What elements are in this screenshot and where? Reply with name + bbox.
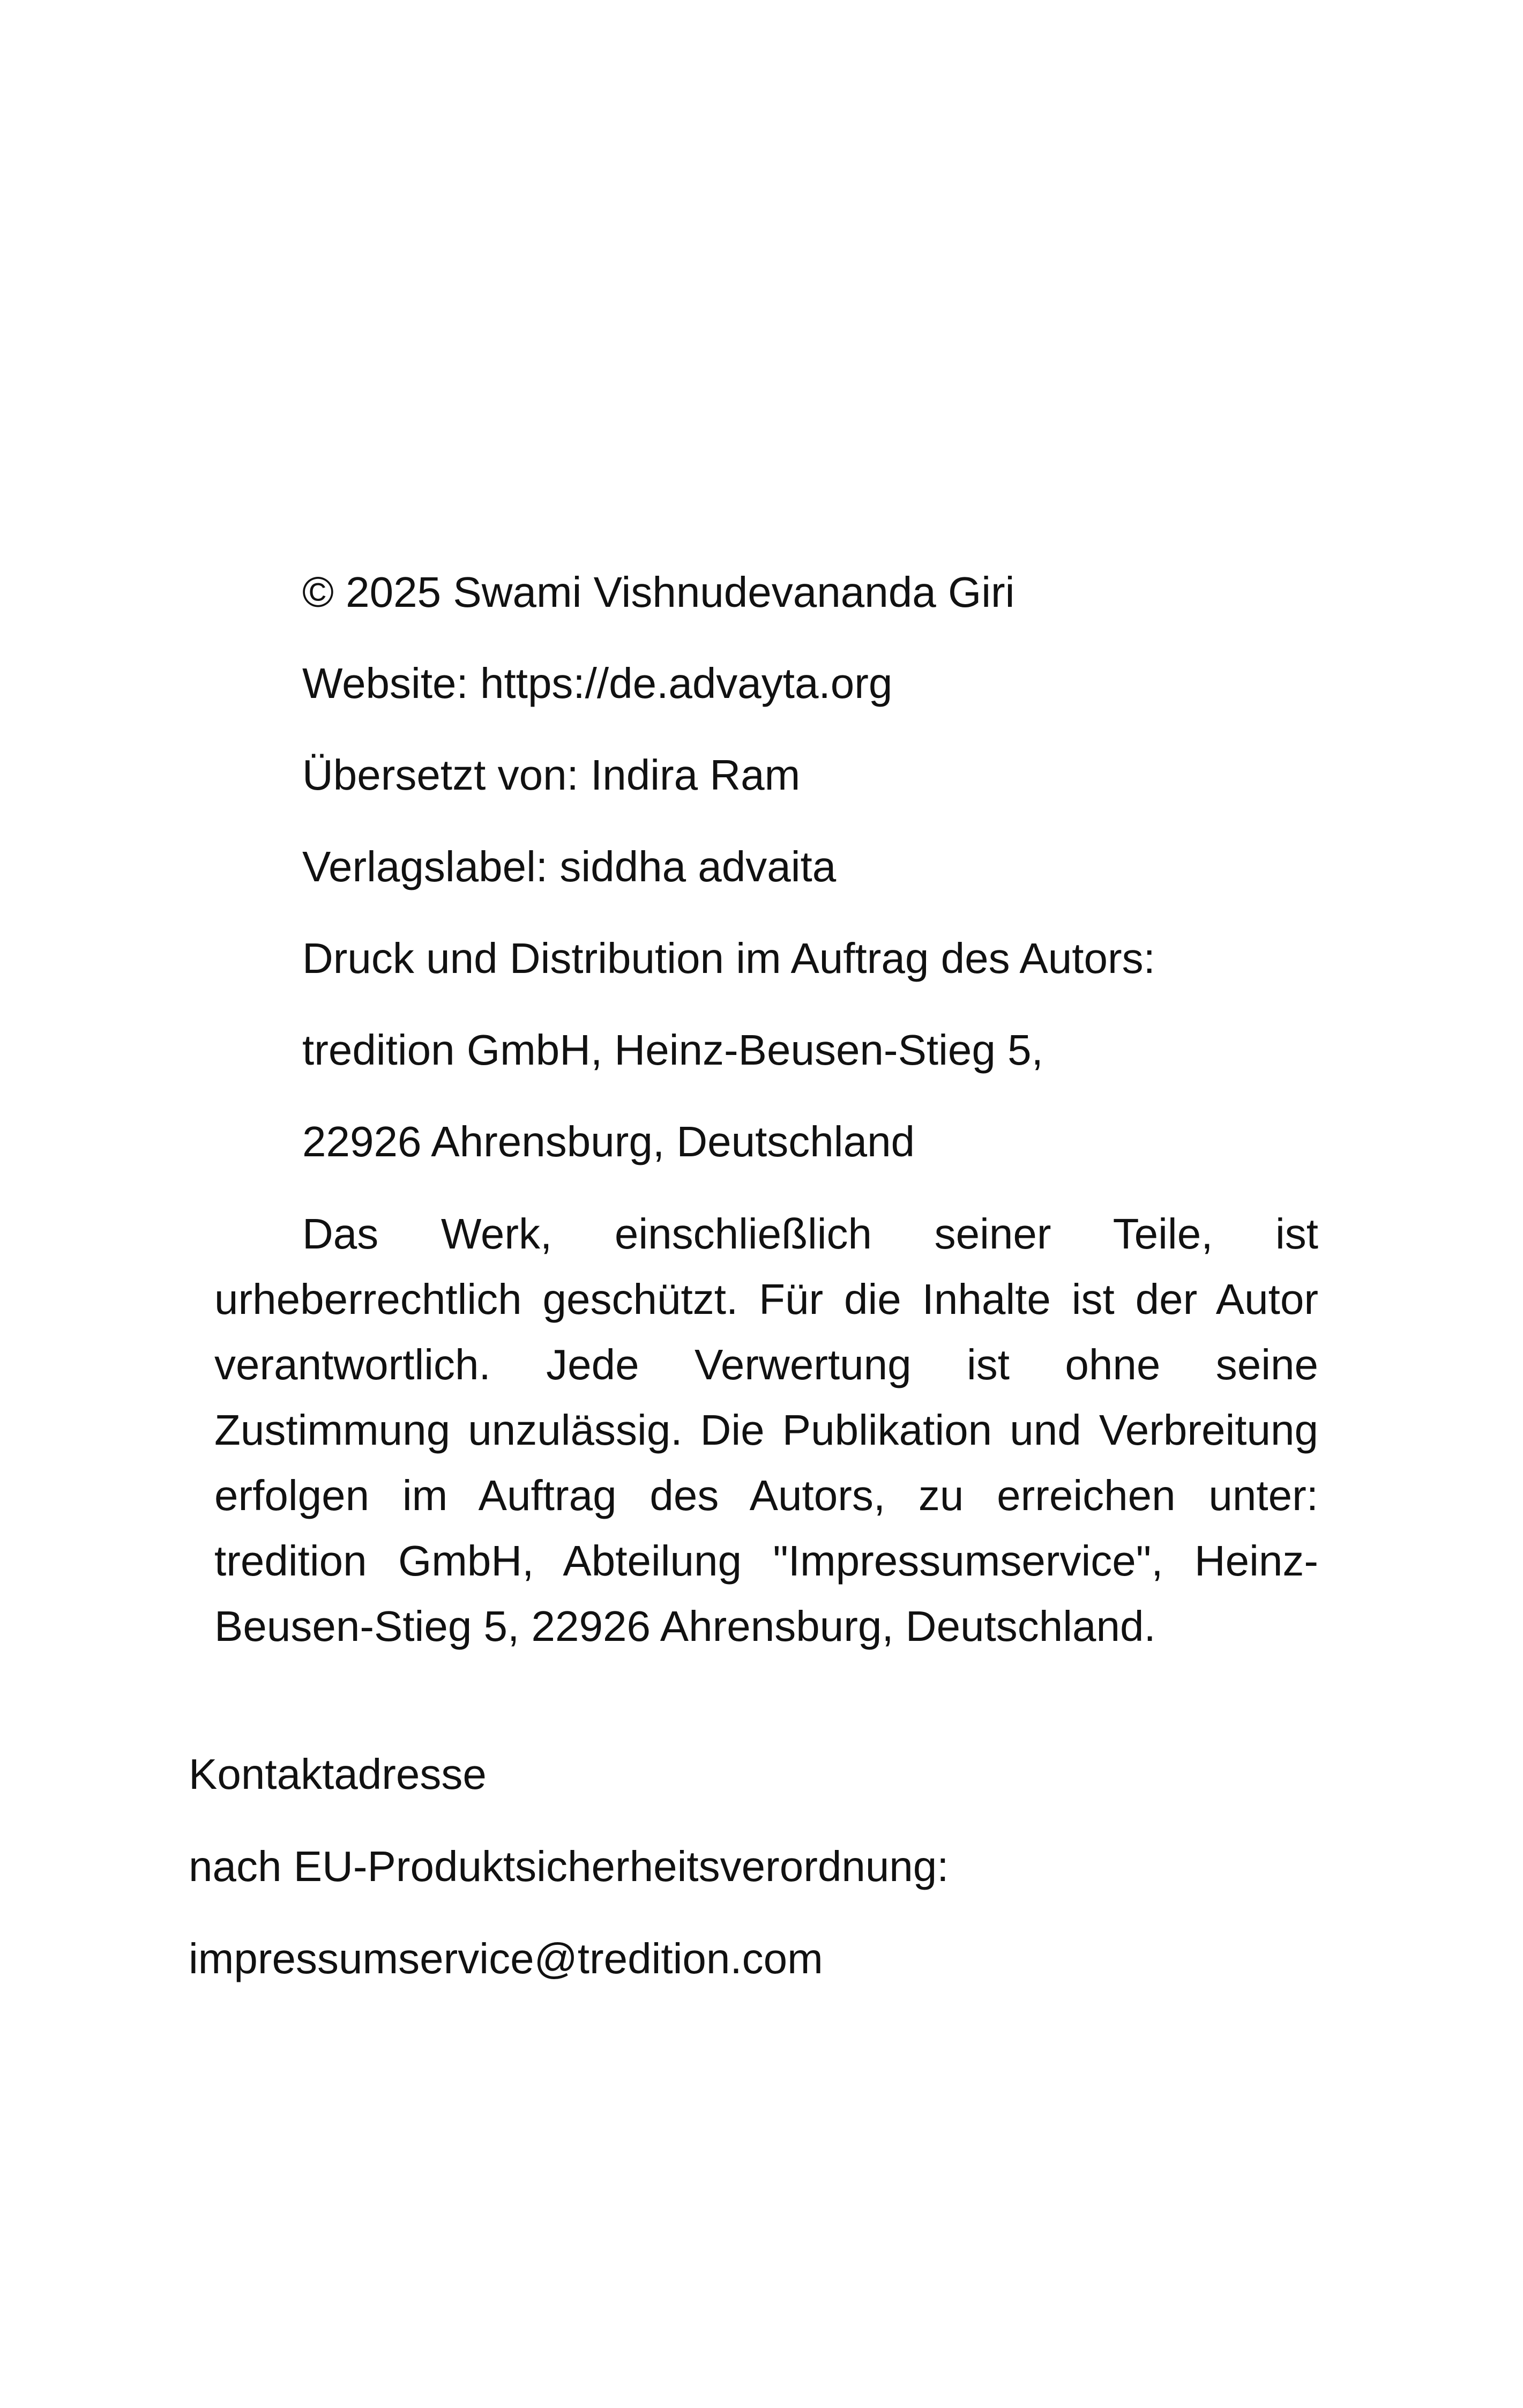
contact-email: impressumservice@tredition.com — [189, 1935, 823, 1982]
translator-line: Übersetzt von: Indira Ram — [302, 751, 801, 799]
publisher-label-line: Verlagslabel: siddha advaita — [302, 843, 837, 890]
publisher-address-line-1: tredition GmbH, Heinz-Beusen-Stieg 5, — [302, 1026, 1043, 1074]
publisher-address-line-2: 22926 Ahrensburg, Deutschland — [302, 1118, 915, 1165]
copyright-line: © 2025 Swami Vishnudevananda Giri — [302, 568, 1015, 616]
contact-heading-line-2: nach EU-Produktsicherheitsverordnung: — [189, 1842, 949, 1890]
contact-heading-line-1: Kontaktadresse — [189, 1750, 487, 1798]
legal-notice-paragraph: Das Werk, einschließlich seiner Teile, ist urheberrechtlich geschützt. Für die Inhalte ist der Autor verantwortlich. Jede Verwertung ist ohne seine Zustimmung unzulässig. Die Publikation und Verbreitung erfolgen im Auftrag des Autors, zu erreichen unter: tredition GmbH, Abteilung "Impressumservice", Heinz-Beusen-Stieg 5, 22926 Ahrensburg, Deutschland. — [214, 1210, 1318, 1650]
website-line: Website: https://de.advayta.org — [302, 659, 893, 707]
print-distribution-line: Druck und Distribution im Auftrag des Autors: — [302, 934, 1155, 982]
